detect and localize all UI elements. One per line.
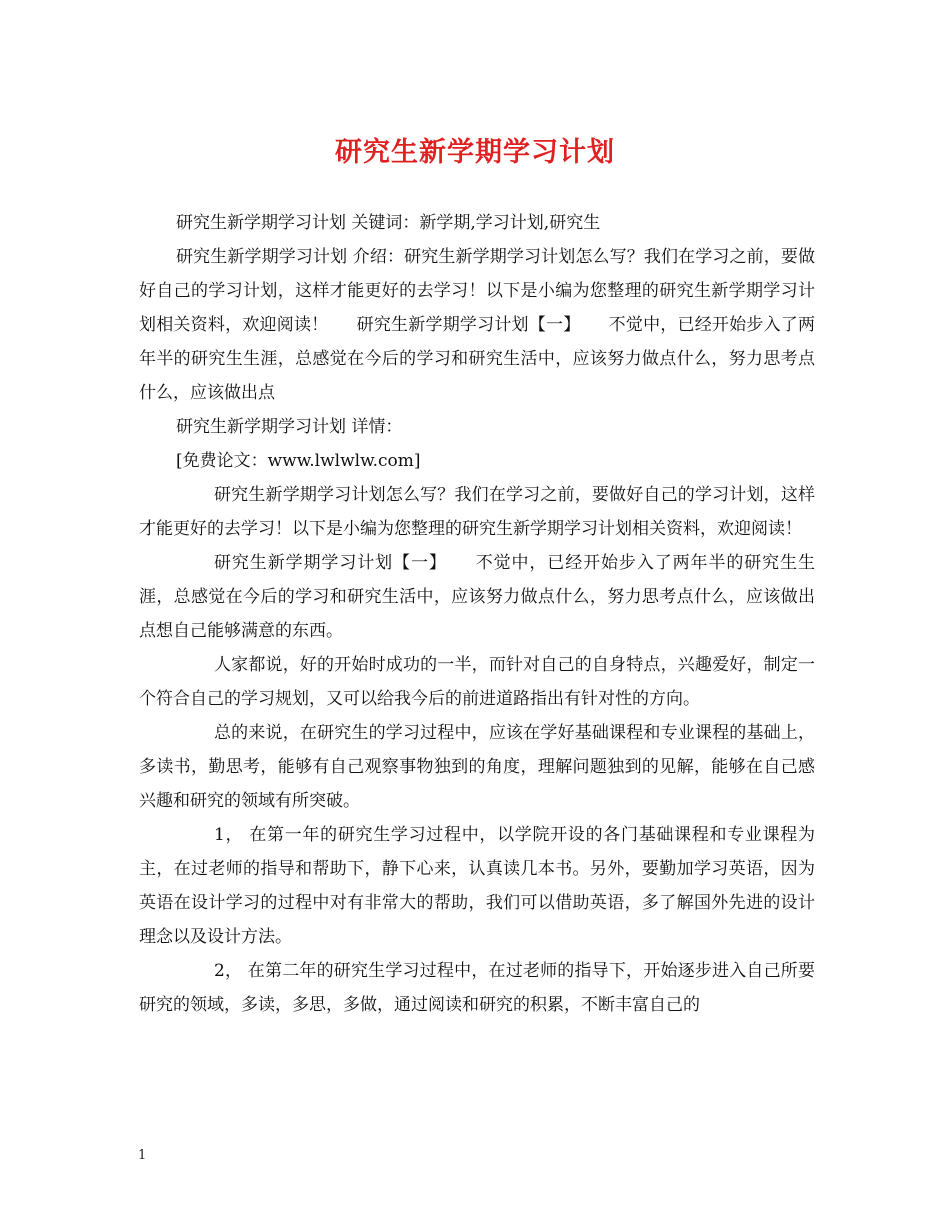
intro-excerpt: 不觉中，已经开始步入了两年半的研究生生涯，总感觉在今后的学习和研究生活中，应该努力做点什么，努力思考点什么，应该做出点 <box>139 315 816 403</box>
article-paragraph-5: 1， 在第一年的研究生学习过程中，以学院开设的各门基础课程和专业课程为主，在过老师的指导和帮助下，静下心来，认真读几本书。另外，要勤加学习英语，因为英语在设计学习的过程中对有非常大的帮助，我们可以借助英语，多了解国外先进的设计理念以及设计方法。 <box>139 825 815 947</box>
intro-section-heading: 研究生新学期学习计划【一】 <box>356 315 581 335</box>
section-heading: 研究生新学期学习计划【一】 <box>214 553 447 573</box>
keywords-line: 研究生新学期学习计划 关键词：新学期,学习计划,研究生 <box>176 213 601 233</box>
intro-text: 研究生新学期学习计划 介绍：研究生新学期学习计划怎么写？我们在学习之前，要做好自己的学习计划，这样才能更好的去学习！以下是小编为您整理的研究生新学期学习计划相关资料，欢迎阅读！ <box>139 247 815 335</box>
document-title: 研究生新学期学习计划 <box>335 137 615 168</box>
intro-paragraph <box>139 240 815 410</box>
page-number: 1 <box>138 1148 147 1163</box>
article-paragraph-6: 2， 在第二年的研究生学习过程中，在过老师的指导下，开始逐步进入自己所要研究的领域，多读，多思，多做，通过阅读和研究的积累，不断丰富自己的 <box>139 961 815 1015</box>
article-paragraph-4: 总的来说，在研究生的学习过程中，应该在学好基础课程和专业课程的基础上，多读书，勤思考，能够有自己观察事物独到的角度，理解问题独到的见解，能够在自己感兴趣和研究的领域有所突破。 <box>139 723 815 811</box>
section-text: 不觉中，已经开始步入了两年半的研究生生涯，总感觉在今后的学习和研究生活中，应该努力做点什么，努力思考点什么，应该做出点想自己能够满意的东西。 <box>139 553 815 641</box>
document-body <box>139 206 815 1022</box>
article-paragraph-1: 研究生新学期学习计划怎么写？我们在学习之前，要做好自己的学习计划，这样才能更好的去学习！以下是小编为您整理的研究生新学期学习计划相关资料，欢迎阅读！ <box>139 485 815 539</box>
article-paragraph-3: 人家都说，好的开始时成功的一半，而针对自己的自身特点，兴趣爱好，制定一个符合自己的学习规划，又可以给我今后的前进道路指出有针对性的方向。 <box>139 655 815 709</box>
details-line: 研究生新学期学习计划 详情： <box>176 417 403 437</box>
article-paragraph-2 <box>139 546 815 648</box>
source-line: [免费论文：www.lwlwlw.com] <box>176 451 421 471</box>
